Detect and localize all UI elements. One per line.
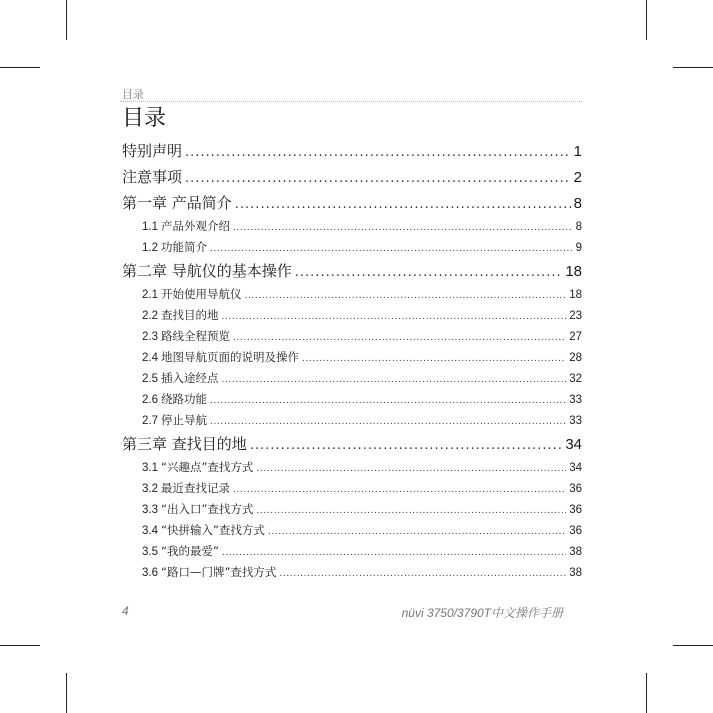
- toc-section-entry[interactable]: [122, 237, 582, 258]
- toc-leader-dots: [235, 192, 571, 218]
- running-header: 目录: [122, 88, 144, 101]
- toc-entry-number: 2.5: [142, 373, 158, 385]
- toc-entry-number: 2.4: [142, 352, 158, 364]
- toc-entry-text: 查找目的地: [161, 308, 219, 322]
- toc-entry-text: 产品外观介绍: [161, 219, 230, 233]
- crop-mark: [646, 0, 647, 40]
- crop-mark: [0, 67, 40, 68]
- toc-section-entry[interactable]: [122, 410, 582, 431]
- toc-entry-label: [122, 258, 292, 284]
- toc-leader-dots: [185, 140, 571, 166]
- toc-entry-number: 3.5: [142, 546, 158, 558]
- toc-entry-label: [142, 216, 230, 238]
- toc-entry-text: 特别声明: [122, 142, 183, 160]
- toc-page-number: 36: [569, 525, 582, 537]
- toc-entry-text: “我的最爱”: [161, 544, 219, 558]
- toc-leader-dots: [295, 260, 563, 286]
- toc-entry-label: [142, 326, 230, 348]
- toc-entry-text: 第一章 产品简介: [122, 194, 232, 212]
- toc-entry-number: 3.1: [142, 462, 158, 474]
- toc-section-entry[interactable]: [122, 520, 582, 541]
- toc-entry-number: 1.1: [142, 221, 158, 233]
- toc-leader-dots: [222, 307, 567, 328]
- toc-leader-dots: [210, 239, 573, 260]
- toc-leader-dots: [233, 480, 566, 501]
- toc-section-entry[interactable]: [122, 457, 582, 478]
- table-of-contents: [122, 138, 582, 583]
- toc-entry-label: [142, 368, 219, 390]
- header-rule: [120, 101, 582, 102]
- toc-page-number: 2: [573, 169, 582, 186]
- toc-leader-dots: [279, 564, 566, 585]
- toc-entry-label: [142, 541, 219, 563]
- toc-entry-text: 停止导航: [161, 413, 207, 427]
- toc-entry-label: [142, 562, 276, 584]
- toc-entry-number: 3.6: [142, 567, 158, 579]
- toc-section-entry[interactable]: [122, 368, 582, 389]
- toc-section-entry[interactable]: [122, 326, 582, 347]
- toc-entry-text: 路线全程预览: [161, 329, 230, 343]
- toc-entry-text: 第二章 导航仪的基本操作: [122, 262, 292, 280]
- toc-entry-number: 2.6: [142, 394, 158, 406]
- toc-leader-dots: [222, 370, 567, 391]
- toc-entry-text: “兴趣点”查找方式: [161, 460, 254, 474]
- toc-entry-label: [142, 478, 230, 500]
- crop-mark: [0, 645, 40, 646]
- toc-chapter-entry[interactable]: [122, 190, 582, 216]
- toc-section-entry[interactable]: [122, 562, 582, 583]
- toc-entry-text: “路口—门牌”查找方式: [161, 565, 277, 579]
- toc-page-number: 33: [569, 394, 582, 406]
- toc-leader-dots: [185, 166, 571, 192]
- toc-section-entry[interactable]: [122, 389, 582, 410]
- toc-chapter-entry[interactable]: [122, 164, 582, 190]
- toc-leader-dots: [210, 391, 566, 412]
- toc-entry-text: 功能简介: [161, 240, 207, 254]
- toc-page-number: 34: [565, 436, 582, 453]
- toc-entry-label: [142, 237, 207, 259]
- toc-page-number: 27: [569, 331, 582, 343]
- toc-entry-label: [122, 164, 182, 190]
- toc-page-number: 28: [569, 352, 582, 364]
- toc-page-number: 1: [573, 143, 582, 160]
- toc-entry-number: 3.3: [142, 504, 158, 516]
- toc-entry-label: [122, 431, 247, 457]
- toc-page-number: 38: [569, 546, 582, 558]
- toc-entry-label: [142, 389, 207, 411]
- toc-entry-label: [142, 457, 253, 479]
- toc-section-entry[interactable]: [122, 541, 582, 562]
- toc-entry-label: [142, 347, 299, 369]
- toc-page-number: 23: [569, 310, 582, 322]
- toc-entry-label: [142, 499, 253, 521]
- toc-entry-label: [142, 520, 265, 542]
- toc-page-number: 8: [573, 195, 582, 212]
- crop-mark: [646, 673, 647, 713]
- toc-chapter-entry[interactable]: [122, 138, 582, 164]
- toc-entry-number: 2.7: [142, 415, 158, 427]
- toc-leader-dots: [250, 433, 563, 459]
- toc-leader-dots: [233, 328, 566, 349]
- crop-mark: [66, 673, 67, 713]
- toc-entry-number: 1.2: [142, 242, 158, 254]
- toc-page-number: 18: [565, 263, 582, 280]
- toc-entry-text: 插入途经点: [161, 371, 219, 385]
- toc-page-number: 8: [575, 221, 582, 233]
- toc-page-number: 9: [575, 242, 582, 254]
- toc-leader-dots: [233, 218, 573, 239]
- toc-leader-dots: [256, 459, 566, 480]
- toc-page-number: 36: [569, 483, 582, 495]
- toc-entry-label: [122, 138, 182, 164]
- toc-section-entry[interactable]: [122, 347, 582, 368]
- toc-leader-dots: [210, 412, 566, 433]
- toc-section-entry[interactable]: [122, 499, 582, 520]
- toc-page-number: 38: [569, 567, 582, 579]
- toc-entry-text: “快拼输入”查找方式: [161, 523, 265, 537]
- toc-page-number: 18: [569, 289, 582, 301]
- crop-mark: [673, 67, 713, 68]
- toc-page-number: 34: [569, 462, 582, 474]
- toc-entry-label: [142, 410, 207, 432]
- toc-entry-number: 2.2: [142, 310, 158, 322]
- toc-entry-text: 第三章 查找目的地: [122, 435, 247, 453]
- toc-chapter-entry[interactable]: [122, 431, 582, 457]
- crop-mark: [673, 645, 713, 646]
- toc-entry-text: 注意事项: [122, 168, 183, 186]
- footer-page-number: 4: [122, 604, 129, 618]
- toc-leader-dots: [302, 349, 566, 370]
- page-title: 目录: [122, 106, 167, 131]
- toc-section-entry[interactable]: [122, 216, 582, 237]
- toc-entry-text: 地图导航页面的说明及操作: [161, 350, 299, 364]
- toc-entry-text: 开始使用导航仪: [161, 287, 242, 301]
- toc-leader-dots: [245, 286, 567, 307]
- toc-entry-text: 最近查找记录: [161, 481, 230, 495]
- toc-leader-dots: [268, 522, 566, 543]
- toc-entry-text: 绕路功能: [161, 392, 207, 406]
- toc-entry-number: 2.3: [142, 331, 158, 343]
- footer-manual-title: nüvi 3750/3790T中文操作手册: [401, 606, 563, 620]
- toc-entry-label: [122, 190, 232, 216]
- crop-mark: [66, 0, 67, 40]
- toc-entry-text: “出入口”查找方式: [161, 502, 254, 516]
- toc-entry-label: [142, 284, 242, 306]
- toc-page-number: 33: [569, 415, 582, 427]
- toc-section-entry[interactable]: [122, 478, 582, 499]
- toc-entry-number: 2.1: [142, 289, 158, 301]
- toc-entry-label: [142, 305, 219, 327]
- toc-leader-dots: [222, 543, 566, 564]
- toc-section-entry[interactable]: [122, 284, 582, 305]
- toc-entry-number: 3.2: [142, 483, 158, 495]
- toc-section-entry[interactable]: [122, 305, 582, 326]
- toc-leader-dots: [256, 501, 566, 522]
- toc-page-number: 32: [569, 373, 582, 385]
- toc-entry-number: 3.4: [142, 525, 158, 537]
- toc-chapter-entry[interactable]: [122, 258, 582, 284]
- toc-page-number: 36: [569, 504, 582, 516]
